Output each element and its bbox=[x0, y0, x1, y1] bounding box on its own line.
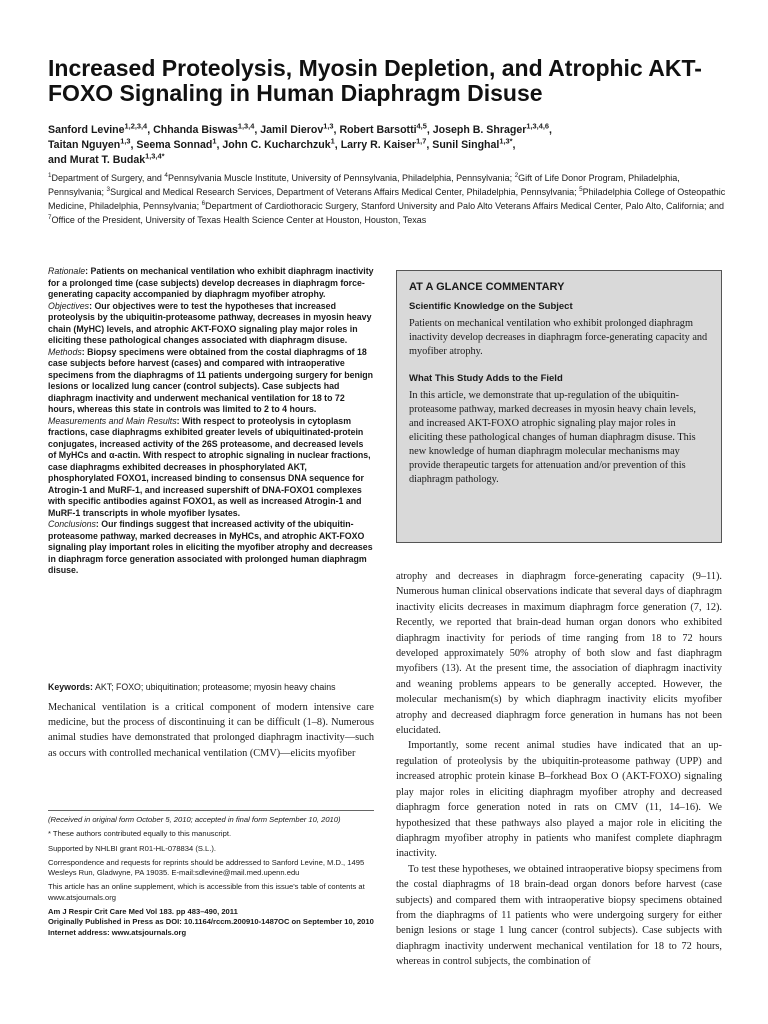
abstract-methods: Methods: Biopsy specimens were obtained from the costal diaphragms of 18 case subjects before harvest (cases) and compared with intraoperative specimens from the diaphragms of 11 patients undergoing surgery for benign lesions or localized lung cancer (control subjects). Case subjects had diaphragm inactivity and underwent mechanical ventilation for 18 to 72 hours, whereas this state in controls was limited to 2 to 4 hours. bbox=[48, 346, 374, 414]
author: and Murat T. Budak$^{1,3,4*}$ bbox=[48, 151, 165, 166]
equal-contribution-note: * These authors contributed equally to this manuscript. bbox=[48, 829, 232, 839]
author: Robert Barsotti$^{4,5}$, bbox=[339, 121, 433, 136]
author: John C. Kucharchzuk$^1$, bbox=[222, 136, 341, 151]
box-text: In this article, we demonstrate that up-regulation of the ubiquitin-proteasome pathway, marked decreases in myosin heavy chain levels, and increased AKT-FOXO atrophic signaling play major roles in eliciting these pathological changes of human diaphragm disuse. This new knowledge of human diaphragm molecular mechanisms may provide therapeutic targets for attenuation and/or prevention of this diaphragm pathology. bbox=[409, 390, 696, 485]
body-paragraph: To test these hypotheses, we obtained intraoperative biopsy specimens from the costal diaphragms of 18 brain-dead organ donors before harvest (case subjects) and compared them with intraoperative biopsy specimens obtained from the diaphragms of 11 patients who were undergoing surgery for either benign lesions or stage 1 lung cancer (control subjects). Case subjects with diaphragm inactivity underwent mechanical ventilation for 18 to 72 hours, whereas in control subjects, the combination of bbox=[396, 863, 722, 968]
internet-address: Internet address: www.atsjournals.org bbox=[48, 927, 187, 937]
footnotes bbox=[48, 815, 374, 938]
journal-citation: Am J Respir Crit Care Med Vol 183. pp 483–490, 2011 bbox=[48, 907, 238, 917]
at-a-glance-box bbox=[396, 270, 722, 543]
box-title: AT A GLANCE COMMENTARY bbox=[409, 281, 565, 293]
author: Taitan Nguyen$^{1,3}$, bbox=[48, 136, 137, 151]
support-note: Supported by NHLBI grant R01-HL-078834 (S.L.). bbox=[48, 843, 216, 853]
abstract-conclusions: Conclusions: Our findings suggest that increased activity of the ubiquitin-proteasome pathway, marked decreases in MyHCs, and atrophic AKT-FOXO signaling play important roles in eliciting the myofiber atrophy and decreases in diaphragm force generation associated with prolonged human diaphragm disuse. bbox=[48, 519, 373, 575]
keywords: Keywords: AKT; FOXO; ubiquitination; proteasome; myosin heavy chains bbox=[48, 682, 336, 692]
affiliations: $^1$Department of Surgery, and $^4$Pennsylvania Muscle Institute, University of Pennsylvania, Philadelphia, Pennsylvania; $^2$Gift of Life Donor Program, Philadelphia, Pennsylvania; $^3$Surgical and Medical Research Services, Department of Veterans Affairs Medical Center, Philadelphia, Pennsylvania; $^5$Philadelphia College of Osteopathic Medicine, Philadelphia, Pennsylvania; $^6$Department of Cardiothoracic Surgery, Stanford University and Palo Alto Veterans Affairs Medical Center, Palo Alto, California; and $^7$Office of the President, University of Texas Health Science Center at Houston, Houston, Texas bbox=[48, 172, 726, 225]
author: Joseph B. Shrager$^{1,3,4,6}$, bbox=[432, 121, 552, 136]
online-supplement-note: This article has an online supplement, which is accessible from this issue's table of contents at www.atsjournals.org bbox=[48, 882, 365, 902]
author: Sanford Levine$^{1,2,3,4}$, bbox=[48, 121, 154, 136]
abstract-objectives: Objectives: Our objectives were to test the hypotheses that increased proteolysis by the ubiquitin-proteasome pathway, decreases in myosin heavy chain (MyHC) levels, and atrophic AKT-FOXO signaling play major roles in eliciting these pathological changes associated with diaphragm disuse. bbox=[48, 300, 372, 345]
author: Sunil Singhal$^{1,3*}$, bbox=[432, 136, 516, 151]
box-text: Patients on mechanical ventilation who exhibit prolonged diaphragm inactivity develop decreases in diaphragm force-generating capacity and myofiber atrophy. bbox=[409, 318, 708, 357]
author: Larry R. Kaiser$^{1,7}$, bbox=[340, 136, 433, 151]
body-paragraph: Importantly, some recent animal studies have indicated that an up-regulation of proteolysis by the ubiquitin-proteasome pathway (UPP) and increased atrophic protein kinase B–forkhead Box O (AKT-FOXO) signaling play major roles in eliciting diaphragm myofiber atrophy and decreased diaphragm force generation noted in rats on CMV (11, 14–16). We hypothesized that these pathways also played a major role in eliciting the diaphragm myofiber atrophy in patients who manifest complete diaphragm inactivity. bbox=[396, 740, 722, 860]
received-note: (Received in original form October 5, 2010; accepted in final form September 10, 2010) bbox=[48, 815, 341, 824]
author: Jamil Dierov$^{1,3}$, bbox=[260, 121, 340, 136]
abstract-results: Measurements and Main Results: With respect to proteolysis in cytoplasm fractions, case diaphragms exhibited greater levels of ubiquitinated-protein conjugates, increased activity of the 26S proteasome, and decreased levels of MyHCs and α-actin. With respect to atrophic signaling in nuclear fractions, case diaphragms exhibited decreases in phosphorylated AKT, phosphorylated FOXO1, increased binding to consensus DNA sequence for Atrogin-1 and MuRF-1, and increased supershift of DNA-FOXO1 complexes with specific antibodies against FOXO1, as well as increased Atrogin-1 and MuRF-1 transcripts in whole myofiber lysates. bbox=[48, 415, 371, 518]
abstract bbox=[48, 266, 374, 577]
abstract-rationale: Rationale: Patients on mechanical ventilation who exhibit diaphragm inactivity for a prolonged time (case subjects) develop decreases in diaphragm force-generating capacity accompanied by diaphragm myofiber atrophy. bbox=[48, 266, 374, 299]
body-right-column bbox=[396, 569, 722, 970]
correspondence-note: Correspondence and requests for reprints should be addressed to Sanford Levine, M.D., 1495 Wesleys Run, Gladwyne, PA 19035. E-mail:sdlevine@mail.med.upenn.edu bbox=[48, 857, 365, 878]
box-subheading: Scientific Knowledge on the Subject bbox=[409, 301, 573, 312]
author-list bbox=[48, 123, 728, 168]
author: Seema Sonnad$^1$, bbox=[136, 136, 223, 151]
box-subheading: What This Study Adds to the Field bbox=[409, 373, 563, 384]
body-paragraph: atrophy and decreases in diaphragm force-generating capacity (9–11). Numerous human clinical observations indicate that several days of diaphragm inactivity elicits decreases in maximum diaphragm force generation (7, 12). Recently, we reported that brain-dead human organ donors who exhibited diaphragm inactivity for periods of time ranging from 18 to 72 hours developed approximately 50% atrophy of both slow and fast diaphragm myofibers (13). At the present time, the association of diaphragm inactivity and weaning problems appears to be generally accepted. However, the molecular mechanism(s) by which diaphragm inactivity elicits myofiber atrophy and decreased diaphragm force generation in humans has not been elucidated. bbox=[396, 571, 722, 737]
footnote-divider bbox=[48, 810, 374, 811]
intro-paragraph: Mechanical ventilation is a critical component of modern intensive care medicine, but the process of discontinuing it can be difficult (1–8). Numerous animal studies have demonstrated that prolonged diaphragm inactivity—such as occurs with controlled mechanical ventilation (CMV)—elicits myofiber bbox=[48, 702, 374, 759]
doi-note: Originally Published in Press as DOI: 10.1164/rccm.200910-1487OC on September 10, 2010 bbox=[48, 917, 374, 927]
author: Chhanda Biswas$^{1,3,4}$, bbox=[153, 121, 261, 136]
paper-title: Increased Proteolysis, Myosin Depletion, and Atrophic AKT-FOXO Signaling in Human Diaphragm Disuse bbox=[48, 55, 702, 106]
